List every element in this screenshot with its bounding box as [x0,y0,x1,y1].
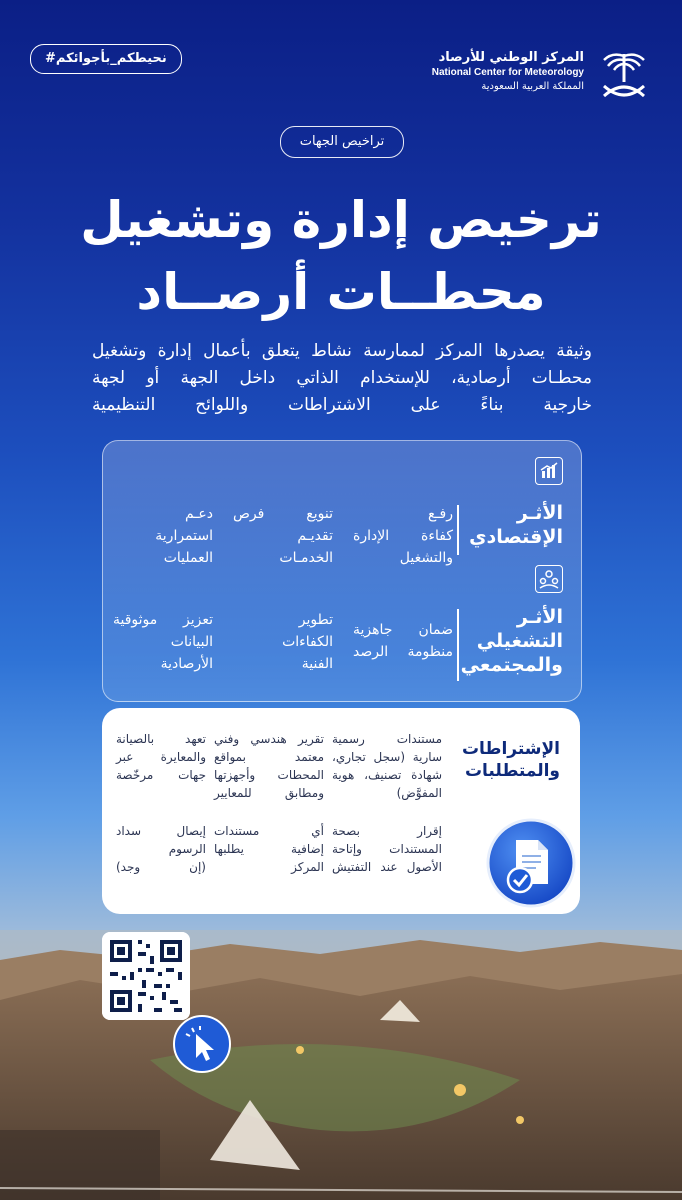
item-line: شهادة تصنيف، هوية [332,768,442,782]
description-line: وثيقة يصدرها المركز لممارسة نشاط يتعلق بأعمال إدارة وتشغيل [92,341,592,361]
item-line: والمعايرة عبر [116,750,206,764]
economic-impact-title [453,501,563,549]
people-icon [535,565,563,593]
requirement-item [332,822,442,876]
section-title-line: الأثـر [516,606,563,628]
section-title-line: والمجتمعي [460,654,563,676]
requirement-item [332,730,442,802]
item-line: أي مستندات [214,824,324,838]
item-line: ضمان جاهزية [353,622,453,638]
item-line: المركز [291,860,324,874]
item-line: والتشغيل [399,550,453,566]
item-line: الكفاءات [282,634,333,650]
item-line: المفوَّض) [396,786,442,800]
requirement-item [116,730,206,784]
item-line: تنويع فرص [233,506,333,522]
page-title-line2: محطــات أرصــاد [136,263,546,321]
divider [457,505,459,555]
qr-code[interactable] [102,932,190,1020]
category-pill: تراخيص الجهات [280,126,404,158]
divider [457,609,459,681]
item-line: تقرير هندسي وفني [214,732,324,746]
document-check-icon [486,818,576,908]
section-title-line: التشغيلي [476,630,563,652]
requirements-title-line: الإشتراطات [461,739,560,759]
item-line: الخدمـات [279,550,333,566]
description-line: خارجية بناءً على الاشتراطات واللوائح التنظيمية [92,395,592,415]
item-line: العمليات [163,550,213,566]
item-line: إقرار بصحة [332,824,442,838]
logo-arabic-name: المركز الوطني للأرصاد [438,50,584,65]
item-line: (إن وجد) [116,860,206,874]
item-line: كفاءة الإدارة [353,528,453,544]
item-line: الرسوم [168,842,206,856]
item-line: منظومة الرصد [353,644,453,660]
section-title-line: الإقتصادي [469,526,563,548]
item-line: استمرارية [155,528,213,544]
requirements-title-line: والمتطلبات [464,761,560,781]
ncm-logo [394,44,654,106]
operational-impact-title [453,605,563,677]
description [92,338,592,419]
item-line: الفنية [301,656,333,672]
requirement-item [116,822,206,876]
item-line: دعـم [184,506,213,522]
item-line: إضافية يطلبها [214,842,324,856]
operational-item [233,609,333,675]
item-line: البيانات [170,634,213,650]
item-line: تطوير [298,612,333,628]
item-line: معتمد بمواقع [214,750,324,764]
item-line: الأصول عند التفتيش [332,860,442,874]
hashtag-pill: #نحيطكم_بأجوائكم [30,44,182,74]
section-title-line: الأثـر [516,502,563,524]
economic-item [113,503,213,569]
item-line: إيصال سداد [116,824,206,838]
item-line: الأرصادية [160,656,213,672]
chart-icon [535,457,563,485]
item-line: تعهد بالصيانة [116,732,206,746]
item-line: ومطابق للمعايير [214,786,324,800]
impact-card [102,440,582,702]
item-line: المحطات وأجهزتها [214,768,324,782]
cursor-click-icon [172,1014,232,1074]
item-line: جهات مرخّصة [116,768,206,782]
requirement-item [214,730,324,802]
operational-item [353,619,453,663]
item-line: مستندات رسمية [332,732,442,746]
page-title-line1: ترخيص إدارة وتشغيل [80,191,602,249]
saudi-emblem-icon [594,48,654,106]
economic-item [353,503,453,569]
item-line: رفـع [427,506,453,522]
requirement-item [214,822,324,876]
item-line: تعزيز موثوقية [113,612,213,628]
logo-kingdom: المملكة العربية السعودية [481,81,584,92]
item-line: تقديـم [297,528,333,544]
logo-english-name: National Center for Meteorology [431,67,584,78]
description-line: محطـات أرصادية، للإستخدام الذاتي داخل الجهة أو لجهة [92,368,592,388]
requirements-title [452,738,560,782]
economic-item [233,503,333,569]
item-line: المستندات وإتاحة [332,842,442,856]
item-line: سارية (سجل تجاري، [332,750,442,764]
operational-item [113,609,213,675]
